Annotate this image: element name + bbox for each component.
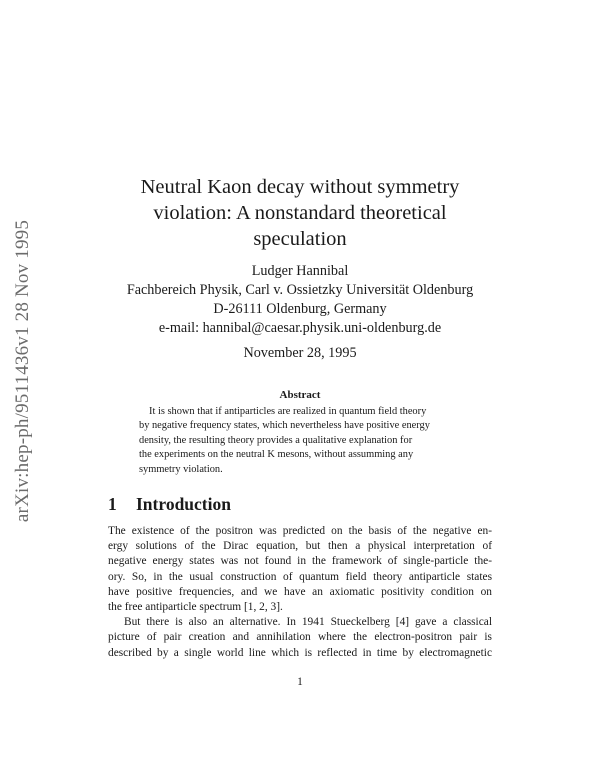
abstract-heading: Abstract (279, 389, 321, 401)
title-line: Neutral Kaon decay without symmetry (140, 176, 460, 198)
section-number: 1 (108, 494, 117, 514)
section-heading (108, 494, 231, 515)
body-line: have positive frequencies, and we have an axiomatic positivity condition on (108, 585, 492, 598)
body-line: the free antiparticle spectrum [1, 2, 3]. (108, 601, 283, 614)
body-line: negative energy states was not found in the framework of single-particle the- (108, 555, 492, 568)
body-line: But there is also an alternative. In 1941 Stueckelberg [4] gave a classical (124, 616, 492, 629)
author-name: Ludger Hannibal (251, 263, 349, 279)
author-address: D-26111 Oldenburg, Germany (213, 301, 387, 317)
author-block (100, 262, 500, 338)
title-line: speculation (253, 228, 347, 250)
arxiv-identifier-stamp (10, 196, 36, 546)
body-line: ergy solutions of the Dirac equation, but then a physical interpretation of (108, 540, 492, 553)
abstract-line: by negative frequency states, which nevertheless have positive energy (139, 420, 430, 432)
abstract-line: It is shown that if antiparticles are realized in quantum field theory (149, 406, 427, 417)
abstract-body (139, 405, 461, 477)
author-email: e-mail: hannibal@caesar.physik.uni-oldenburg.de (158, 320, 442, 336)
abstract-line: symmetry violation. (139, 463, 223, 475)
arxiv-identifier-text: arXiv:hep-ph/9511436v1 28 Nov 1995 (12, 219, 33, 523)
body-line: described by a single world line which is reflected in time by electromagnetic (108, 646, 492, 659)
author-affiliation: Fachbereich Physik, Carl v. Ossietzky Universität Oldenburg (126, 282, 474, 298)
abstract-line: density, the resulting theory provides a qualitative explanation for (139, 434, 413, 446)
title-line: violation: A nonstandard theoretical (153, 202, 447, 224)
body-line: The existence of the positron was predicted on the basis of the negative en- (108, 525, 492, 537)
paper-date: November 28, 1995 (243, 345, 357, 361)
abstract-line: the experiments on the neutral K mesons, without assumming any (139, 449, 414, 461)
paper-title (100, 174, 500, 252)
section-title: Introduction (136, 494, 231, 514)
body-text (108, 524, 492, 661)
body-line: ory. So, in the usual construction of quantum field theory antiparticle states (108, 570, 492, 583)
page-number: 1 (297, 676, 303, 688)
body-line: picture of pair creation and annihilation where the electron-positron pair is (108, 631, 492, 644)
